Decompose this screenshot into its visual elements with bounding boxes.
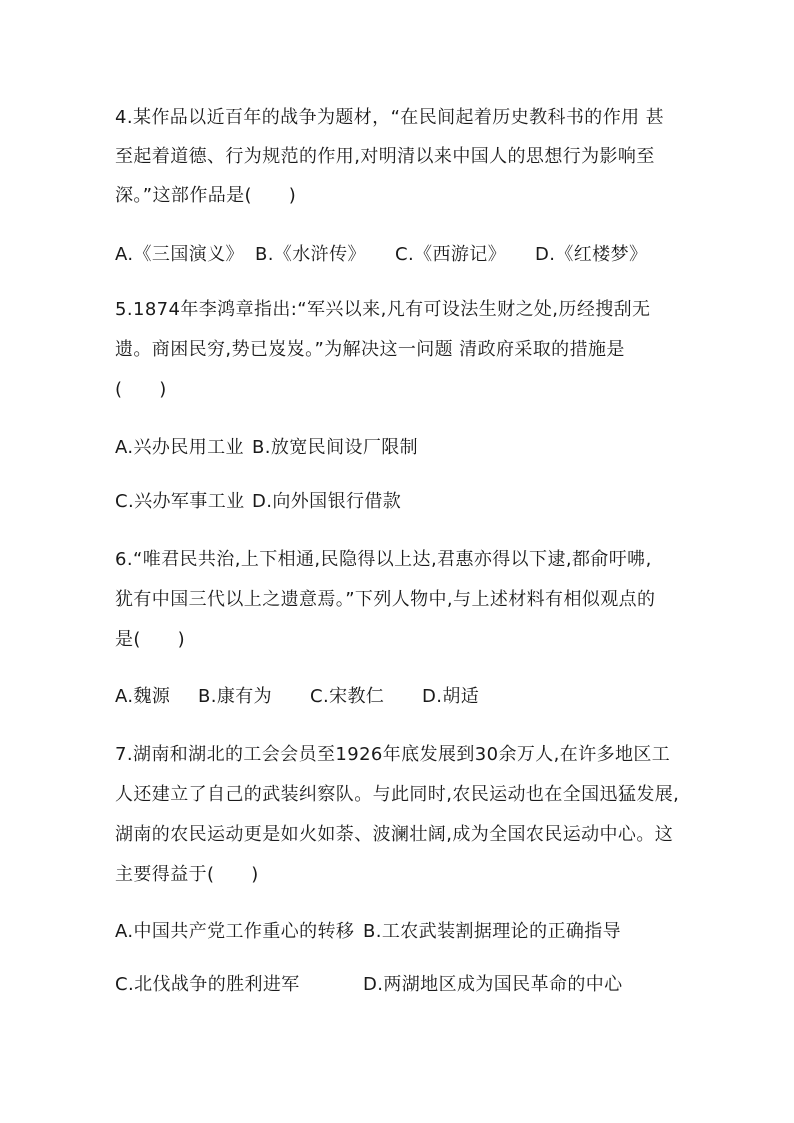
question-6-stem-line-1: 6.“唯君民共治,上下相通,民隐得以上达,君惠亦得以下逮,都俞吁咈, xyxy=(115,549,652,570)
question-6-option-c: C.宋教仁 xyxy=(310,686,385,707)
question-4-option-c: C.《西游记》 xyxy=(395,244,507,265)
question-5-stem-line-2: 遗。商困民穷,势已岌岌。”为解决这一问题 清政府采取的措施是 xyxy=(115,339,625,360)
question-7-option-c: C.北伐战争的胜利进军 xyxy=(115,974,300,995)
question-7-stem-line-3: 湖南的农民运动更是如火如荼、波澜壮阔,成为全国农民运动中心。这 xyxy=(115,824,674,845)
question-5-stem-line-1: 5.1874年李鸿章指出:“军兴以来,凡有可设法生财之处,历经搜刮无 xyxy=(115,299,651,320)
question-5-stem-line-3: ( ) xyxy=(115,379,167,400)
question-5-option-b: B.放宽民间设厂限制 xyxy=(252,437,419,458)
question-4-option-a: A.《三国演义》 xyxy=(115,244,244,265)
question-6-option-d: D.胡适 xyxy=(422,686,480,707)
question-7-stem-line-4: 主要得益于( ) xyxy=(115,864,259,885)
question-4-stem-line-2: 至起着道德、行为规范的作用,对明清以来中国人的思想行为影响至 xyxy=(115,146,655,167)
question-4-option-b: B.《水浒传》 xyxy=(255,244,366,265)
question-7-stem-line-2: 人还建立了自己的武装纠察队。与此同时,农民运动也在全国迅猛发展, xyxy=(115,784,680,805)
question-6-stem-line-2: 犹有中国三代以上之遗意焉。”下列人物中,与上述材料有相似观点的 xyxy=(115,589,656,610)
question-4-stem-line-3: 深。”这部作品是( ) xyxy=(115,185,297,206)
question-7-option-d: D.两湖地区成为国民革命的中心 xyxy=(363,974,623,995)
question-6-option-a: A.魏源 xyxy=(115,686,171,707)
question-7-option-a: A.中国共产党工作重心的转移 xyxy=(115,921,355,942)
question-5-option-a: A.兴办民用工业 xyxy=(115,437,244,458)
question-7-option-b: B.工农武装割据理论的正确指导 xyxy=(363,921,622,942)
question-6-option-b: B.康有为 xyxy=(198,686,273,707)
question-5-option-c: C.兴办军事工业 xyxy=(115,491,245,512)
question-5-option-d: D.向外国银行借款 xyxy=(252,491,402,512)
question-6-stem-line-3: 是( ) xyxy=(115,629,186,650)
question-7-stem-line-1: 7.湖南和湖北的工会会员至1926年底发展到30余万人,在许多地区工 xyxy=(115,744,671,765)
question-4-stem-line-1: 4.某作品以近百年的战争为题材，“在民间起着历史教科书的作用 甚 xyxy=(115,107,665,128)
question-4-option-d: D.《红楼梦》 xyxy=(535,244,648,265)
